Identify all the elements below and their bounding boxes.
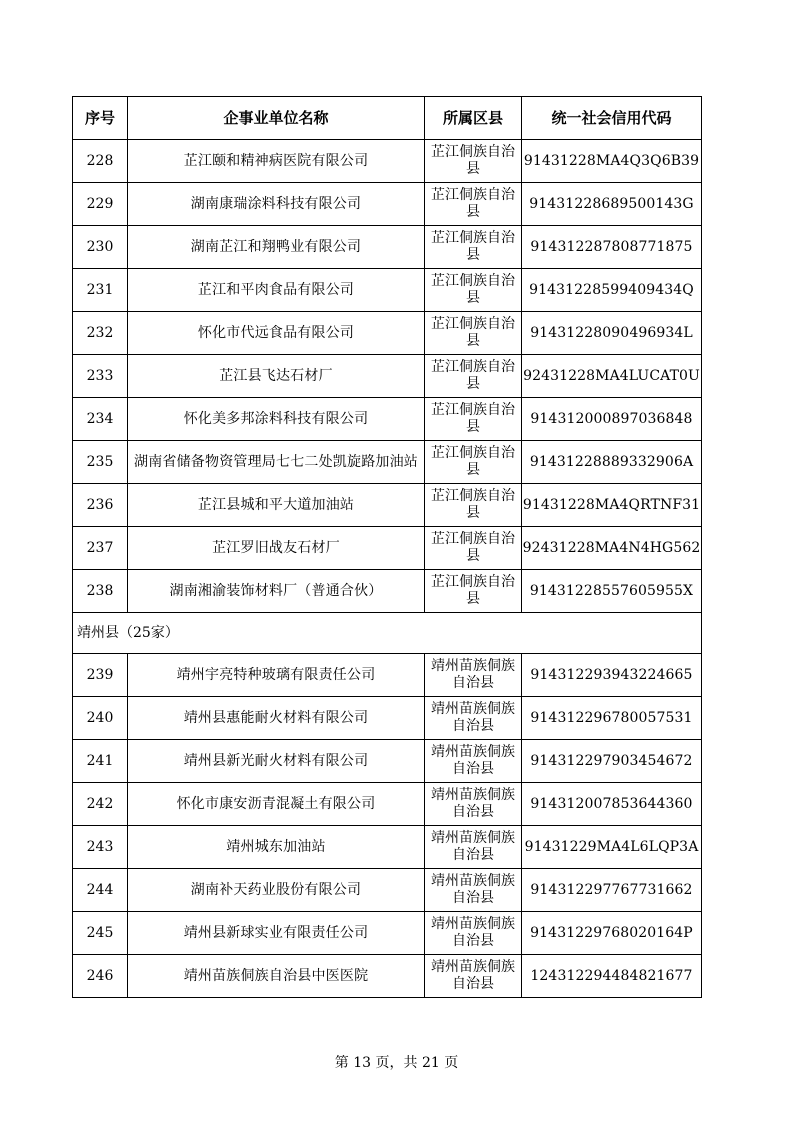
cell-name: 怀化美多邦涂料科技有限公司: [128, 398, 425, 441]
cell-district: 芷江侗族自治县: [425, 484, 522, 527]
cell-code: 91431228557605955X: [522, 570, 702, 613]
cell-index: 246: [73, 955, 128, 998]
cell-district: 靖州苗族侗族自治县: [425, 783, 522, 826]
cell-district: 芷江侗族自治县: [425, 527, 522, 570]
cell-code: 91431229MA4L6LQP3A: [522, 826, 702, 869]
table-row: [73, 654, 702, 697]
cell-district: 芷江侗族自治县: [425, 441, 522, 484]
cell-index: 229: [73, 183, 128, 226]
cell-district: 靖州苗族侗族自治县: [425, 955, 522, 998]
cell-district: 芷江侗族自治县: [425, 398, 522, 441]
cell-index: 239: [73, 654, 128, 697]
cell-code: 91431228689500143G: [522, 183, 702, 226]
header-index: 序号: [73, 97, 128, 140]
cell-index: 244: [73, 869, 128, 912]
cell-index: 240: [73, 697, 128, 740]
cell-code: 92431228MA4N4HG562: [522, 527, 702, 570]
cell-district: 靖州苗族侗族自治县: [425, 912, 522, 955]
cell-district: 靖州苗族侗族自治县: [425, 654, 522, 697]
cell-index: 230: [73, 226, 128, 269]
enterprise-table: [72, 96, 702, 998]
cell-index: 245: [73, 912, 128, 955]
cell-name: 芷江和平肉食品有限公司: [128, 269, 425, 312]
table-row: [73, 269, 702, 312]
cell-index: 236: [73, 484, 128, 527]
cell-index: 241: [73, 740, 128, 783]
table-row: [73, 869, 702, 912]
cell-index: 232: [73, 312, 128, 355]
cell-index: 228: [73, 140, 128, 183]
cell-code: 914312297903454672: [522, 740, 702, 783]
cell-code: 91431229768020164P: [522, 912, 702, 955]
table-row: [73, 484, 702, 527]
cell-code: 914312007853644360: [522, 783, 702, 826]
cell-name: 芷江罗旧战友石材厂: [128, 527, 425, 570]
header-name: 企事业单位名称: [128, 97, 425, 140]
cell-code: 914312287808771875: [522, 226, 702, 269]
cell-index: 233: [73, 355, 128, 398]
cell-name: 靖州城东加油站: [128, 826, 425, 869]
cell-code: 91431228090496934L: [522, 312, 702, 355]
table-row: [73, 955, 702, 998]
cell-name: 靖州县新光耐火材料有限公司: [128, 740, 425, 783]
cell-index: 231: [73, 269, 128, 312]
table-row: [73, 398, 702, 441]
page-footer: 第 13 页，共 21 页: [334, 1055, 459, 1071]
cell-district: 芷江侗族自治县: [425, 226, 522, 269]
section-label: 靖州县（25家）: [73, 613, 702, 654]
cell-district: 芷江侗族自治县: [425, 183, 522, 226]
cell-district: 靖州苗族侗族自治县: [425, 740, 522, 783]
cell-district: 芷江侗族自治县: [425, 269, 522, 312]
table-row: [73, 183, 702, 226]
table-row: [73, 140, 702, 183]
table-row: [73, 783, 702, 826]
cell-name: 湖南芷江和翔鸭业有限公司: [128, 226, 425, 269]
table-row: [73, 570, 702, 613]
cell-district: 芷江侗族自治县: [425, 140, 522, 183]
cell-name: 芷江县飞达石材厂: [128, 355, 425, 398]
header-code: 统一社会信用代码: [522, 97, 702, 140]
table-row: [73, 355, 702, 398]
cell-district: 芷江侗族自治县: [425, 312, 522, 355]
cell-index: 234: [73, 398, 128, 441]
table-row: [73, 441, 702, 484]
table-header-row: [73, 97, 702, 140]
cell-name: 湖南康瑞涂料科技有限公司: [128, 183, 425, 226]
table-row: [73, 912, 702, 955]
cell-name: 湖南省储备物资管理局七七二处凯旋路加油站: [128, 441, 425, 484]
cell-code: 91431228MA4Q3Q6B39: [522, 140, 702, 183]
table-row: [73, 826, 702, 869]
cell-name: 靖州苗族侗族自治县中医医院: [128, 955, 425, 998]
cell-code: 914312000897036848: [522, 398, 702, 441]
cell-code: 124312294484821677: [522, 955, 702, 998]
cell-code: 91431228599409434Q: [522, 269, 702, 312]
table-row: [73, 740, 702, 783]
cell-index: 238: [73, 570, 128, 613]
cell-name: 怀化市代远食品有限公司: [128, 312, 425, 355]
table-body: [73, 140, 702, 998]
cell-index: 242: [73, 783, 128, 826]
cell-index: 237: [73, 527, 128, 570]
table-row: [73, 312, 702, 355]
table-row: [73, 697, 702, 740]
cell-name: 靖州县新球实业有限责任公司: [128, 912, 425, 955]
cell-code: 914312296780057531: [522, 697, 702, 740]
cell-index: 243: [73, 826, 128, 869]
cell-district: 芷江侗族自治县: [425, 570, 522, 613]
cell-index: 235: [73, 441, 128, 484]
cell-district: 靖州苗族侗族自治县: [425, 826, 522, 869]
cell-name: 芷江颐和精神病医院有限公司: [128, 140, 425, 183]
cell-district: 靖州苗族侗族自治县: [425, 869, 522, 912]
cell-name: 怀化市康安沥青混凝土有限公司: [128, 783, 425, 826]
cell-code: 91431228889332906A: [522, 441, 702, 484]
cell-code: 914312293943224665: [522, 654, 702, 697]
section-row: [73, 613, 702, 654]
cell-name: 湖南补天药业股份有限公司: [128, 869, 425, 912]
header-district: 所属区县: [425, 97, 522, 140]
table-row: [73, 527, 702, 570]
cell-code: 92431228MA4LUCAT0U: [522, 355, 702, 398]
cell-name: 靖州宇亮特种玻璃有限责任公司: [128, 654, 425, 697]
cell-district: 靖州苗族侗族自治县: [425, 697, 522, 740]
cell-name: 湖南湘渝装饰材料厂（普通合伙）: [128, 570, 425, 613]
cell-name: 芷江县城和平大道加油站: [128, 484, 425, 527]
cell-code: 91431228MA4QRTNF31: [522, 484, 702, 527]
cell-name: 靖州县惠能耐火材料有限公司: [128, 697, 425, 740]
cell-district: 芷江侗族自治县: [425, 355, 522, 398]
cell-code: 914312297767731662: [522, 869, 702, 912]
table-row: [73, 226, 702, 269]
